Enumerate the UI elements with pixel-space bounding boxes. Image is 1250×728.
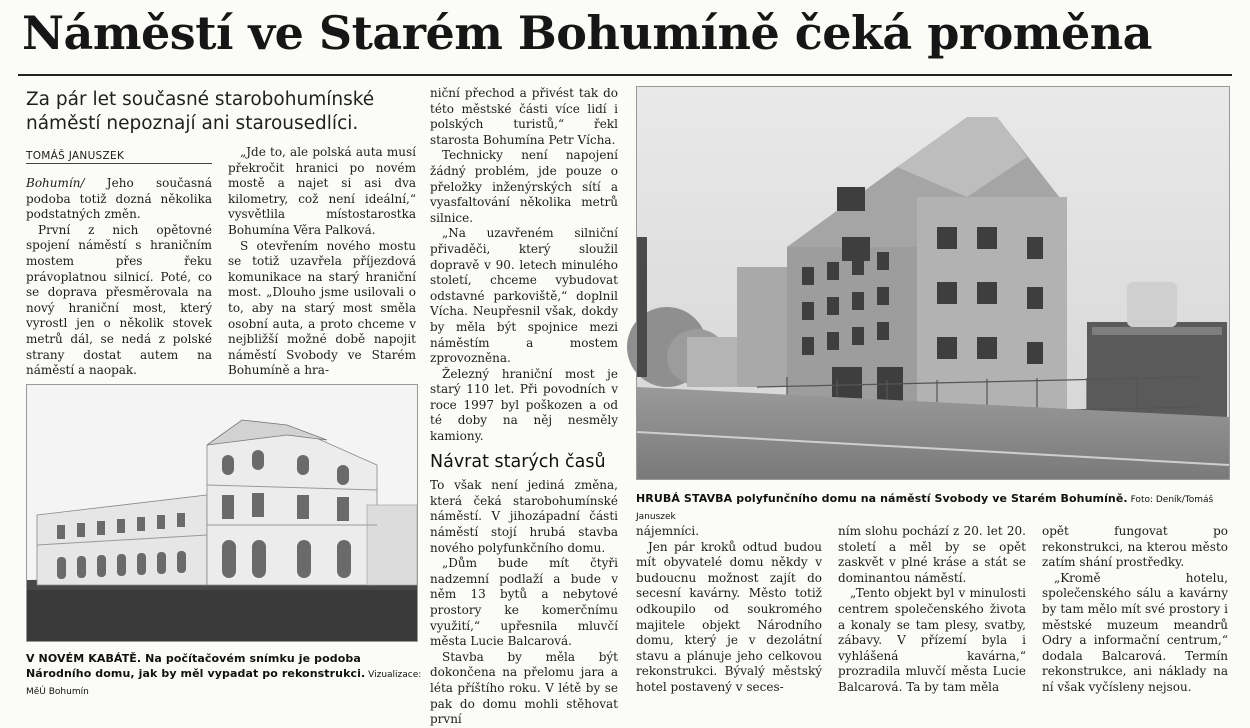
headline-rule xyxy=(18,74,1232,76)
subheading: Návrat starých časů xyxy=(430,451,606,472)
col3-p2: Technicky není napojení žádný problém, jde pouze o přeložky inženýrských sítí a vyasfaltování několika metrů silnice. xyxy=(430,148,618,225)
col3-p4: Železný hraniční most je starý 110 let. Při povodních v roce 1997 byl poškozen a od té doby na něj nesměly kamiony. xyxy=(430,366,618,444)
col5-p1: ním slohu pochází z 20. let 20. století a měl by se opět zaskvět v plné kráse a stát se dominantou náměstí. xyxy=(838,524,1026,585)
col4-p1: nájemníci. xyxy=(636,524,700,538)
dateline: Bohumín/ xyxy=(26,176,85,190)
col6-p2: „Kromě hotelu, společenského sálu a kavárny by tam mělo mít své prostory i městské muzeum meandrů Odry a informační centrum,“ dodala Balcarová. Termín rekonstrukce, ani náklady na ní však vyčísleny nejsou. xyxy=(1042,570,1228,694)
caption-narodni-dum-credit: Vizualizace: MěÚ Bohumín xyxy=(26,670,422,697)
photo-narodni-dum xyxy=(26,384,418,642)
col5-p2: „Tento objekt byl v minulosti centrem společenského života a konaly se tam plesy, svatby, zábavy. V přízemí byla i vyhlášená kavárna,“ prozradila mluvčí města Lucie Balcarová. Ta by tam měla xyxy=(838,586,1026,694)
col2-p1: „Jde to, ale polská auta musí překročit hranici po novém mostě a najet si asi dva kilometry, což není ideální,“ vysvětlila místostarostka Bohumína Věra Palková. xyxy=(228,145,416,237)
caption-narodni-dum xyxy=(26,651,426,700)
caption-construction-credit: Foto: Deník/Tomáš Januszek xyxy=(636,495,1214,522)
article-column-5 xyxy=(838,524,1026,694)
narodni-dum-visualization-image xyxy=(27,385,417,641)
caption-narodni-dum-text: Na počítačovém snímku je podoba Národního domu, jak by měl vypadat po rekonstrukci. xyxy=(26,652,366,680)
col3-p6: „Dům bude mít čtyři nadzemní podlaží a bude v něm 13 bytů a nebytové prostory ke komerčnímu využití,“ upřesnila mluvčí města Lucie Balcarová. xyxy=(430,556,618,649)
col3-p7: Stavba by měla být dokončena na přelomu jara a léta příštího roku. V létě by se pak do domu mohli stěhovat první xyxy=(430,649,618,727)
byline: TOMÁŠ JANUSZEK xyxy=(26,150,212,164)
col4-p2: Jen pár kroků odtud budou mít obyvatelé domu někdy v budoucnu možnost zajít do secesní kavárny. Město totiž odkoupilo od soukromého majitele objekt Národního domu, který je v dezolátní stavu a plánuje jeho celkovou rekonstrukci. Bývalý městský hotel postavený v seces- xyxy=(636,539,822,694)
col2-p2: S otevřením nového mostu se totiž uzavřela příjezdová komunikace na starý hraniční most. „Dlouho jsme usilovali o to, aby na starý most směla osobní auta, a proto chceme v nejbližší možné době napojit náměstí Svobody ve Starém Bohumíně a hra- xyxy=(228,238,416,378)
caption-narodni-dum-title: V NOVÉM KABÁTĚ. xyxy=(26,652,142,665)
col3-p5: To však není jediná změna, která čeká starobohumínské náměstí. V jihozápadní části náměstí stojí hrubá stavba nového polyfunkčního domu. xyxy=(430,478,618,555)
lead-paragraph: Za pár let současné starobohumínské náměstí nepoznají ani starousedlíci. xyxy=(26,89,375,134)
caption-construction xyxy=(636,491,1228,525)
article-column-1 xyxy=(26,176,212,376)
photo-construction xyxy=(636,86,1230,480)
col1-p2: První z nich opětovné spojení náměstí s hraničním mostem přes řeku právoplatnou silnicí. Poté, co se doprava přesměrovala na nový hraniční most, který vyrostl jen o několik stovek metrů dál, se nedá z polské strany dostat autem na náměstí a naopak. xyxy=(26,222,212,378)
article-column-4 xyxy=(636,524,822,694)
article-column-2 xyxy=(228,145,416,378)
article-column-6 xyxy=(1042,524,1228,694)
col1-p1: Jeho současná podoba totiž dozná několika podstatných změn. xyxy=(26,176,212,222)
col6-p1: opět fungovat po rekonstrukci, na kterou město zatím shání prostředky. xyxy=(1042,524,1228,570)
caption-construction-text: polyfunčního domu na náměstí Svobody ve Starém Bohumíně. xyxy=(732,492,1128,505)
construction-photo-image xyxy=(637,87,1229,479)
col3-p3: „Na uzavřeném silniční přivaděči, který sloužil dopravě v 90. letech minulého století, chceme vybudovat odstavné parkoviště,“ doplnil Vícha. Neupřesnil však, dokdy by měla být spojnice mezi náměstím a mostem zprovozněna. xyxy=(430,226,618,366)
article-column-3 xyxy=(430,86,618,727)
col3-p1: niční přechod a přivést tak do této městské části více lidí i polských turistů,“ řekl starosta Bohumína Petr Vícha. xyxy=(430,86,618,147)
headline: Náměstí ve Starém Bohumíně čeká proměna xyxy=(22,6,1152,60)
caption-construction-title: HRUBÁ STAVBA xyxy=(636,492,733,505)
